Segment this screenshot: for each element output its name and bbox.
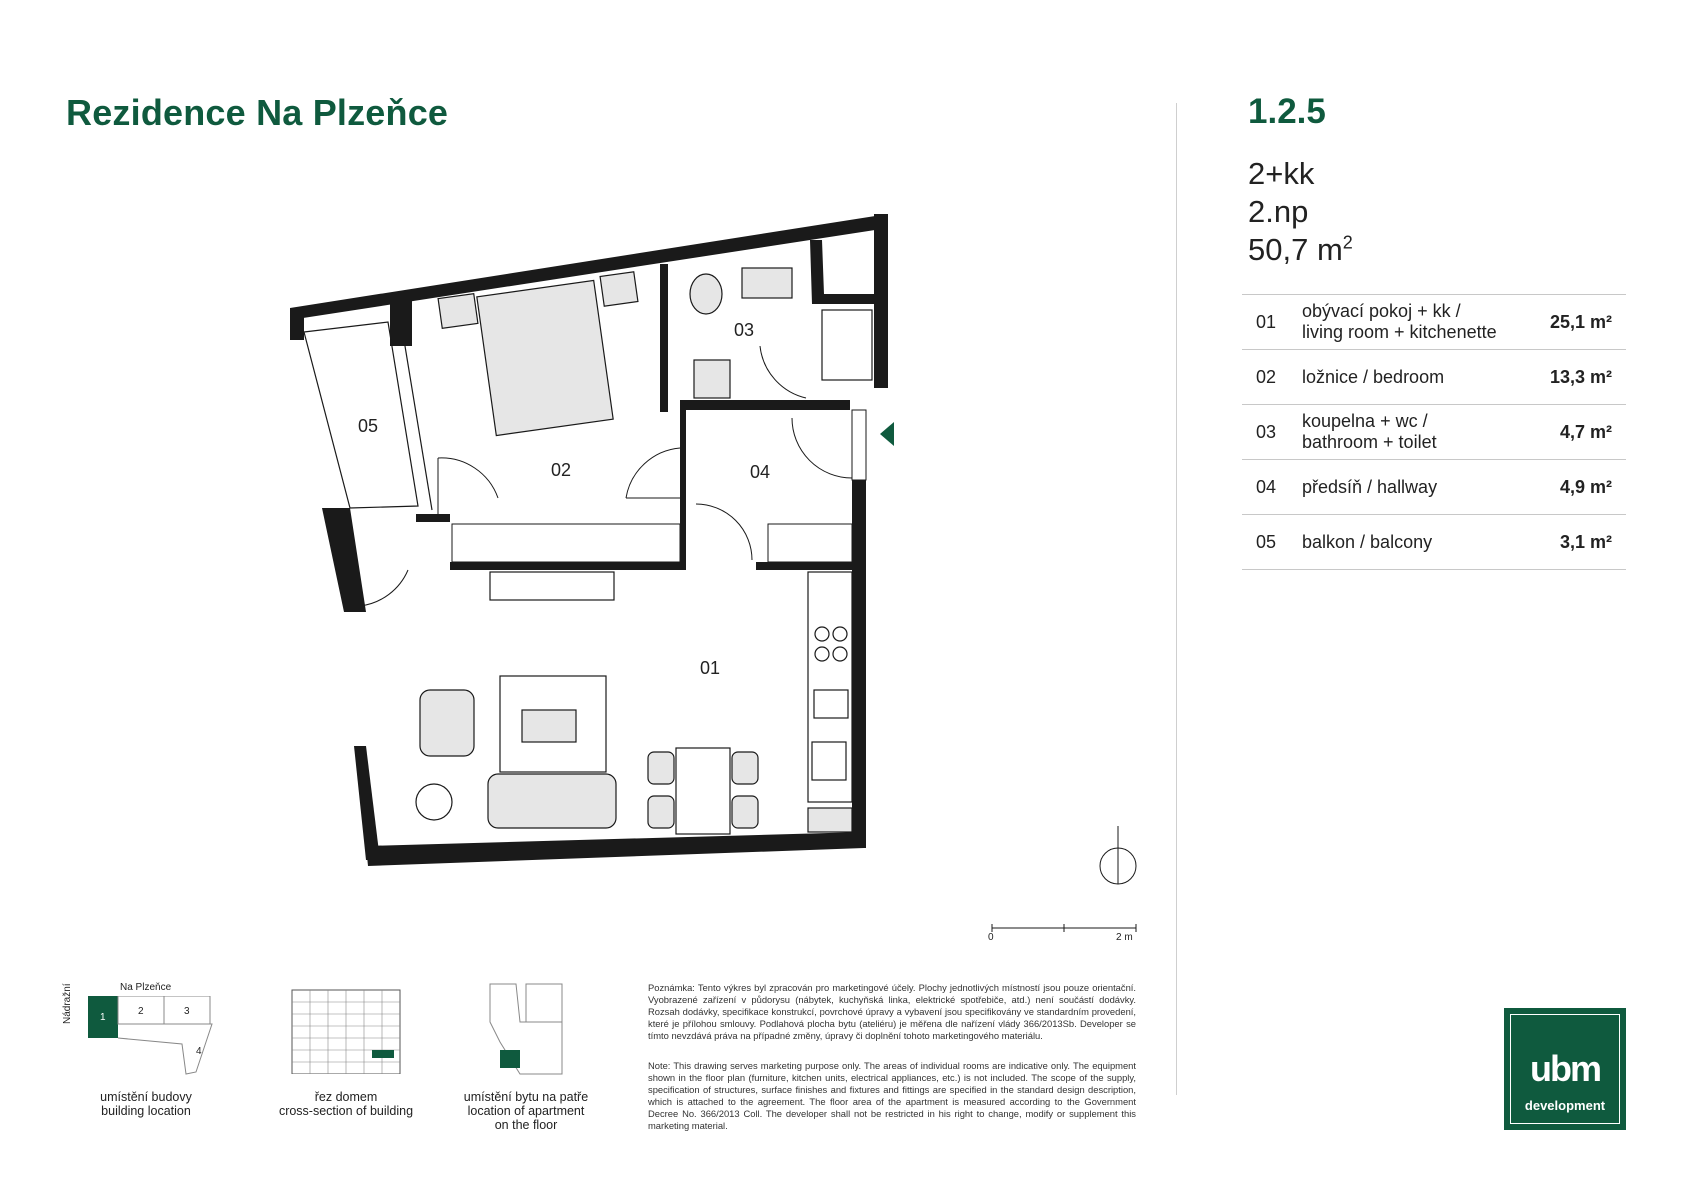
coffee-table: [522, 710, 576, 742]
room-label-04: 04: [749, 462, 771, 482]
room-area: 13,3 m²: [1549, 367, 1612, 387]
door-swing: [760, 346, 806, 398]
site-block-label: 2: [138, 1006, 144, 1017]
unit-area-superscript: 2: [1342, 232, 1353, 253]
dining-table: [676, 748, 730, 834]
wall-bedroom-bottom: [416, 514, 450, 522]
unit-area-value: 50,7 m: [1248, 232, 1343, 267]
entrance-door-frame: [852, 410, 866, 480]
hob-ring: [815, 627, 829, 641]
room-name-line: předsíň / hallway: [1302, 476, 1438, 497]
room-label-03: 03: [733, 320, 755, 340]
caption-line: cross-section of building: [278, 1104, 414, 1118]
apartment-location-map: [486, 982, 566, 1078]
wall-bottom: [366, 832, 864, 866]
dining-chair: [648, 796, 674, 828]
room-area: 4,9 m²: [1559, 477, 1612, 497]
unit-layout: 2+kk: [1248, 156, 1315, 191]
logo-mark: ubm: [1530, 1048, 1600, 1089]
caption-line: location of apartment: [467, 1104, 585, 1118]
living-furniture: [416, 572, 758, 834]
room-label-02: 02: [550, 460, 572, 480]
note-english: Note: This drawing serves marketing purpose only. The areas of individual rooms are indicative only. The equipment shown in the floor plan (furniture, kitchen units, electrical appliances, etc.) is not included. The scope of the supply, specification of structures, surface finishes and fixtures and fittings are specified in the standard design description, which is attached to the agreement. The floor area of the apartment is measured according to the Government Decree No. 366/2013 Coll. The developer shall not be restricted in his right to change, modify or supplement this marketing material.: [648, 1060, 1136, 1131]
project-title: Rezidence Na Plzeňce: [66, 92, 449, 133]
bedroom-furniture: [438, 272, 638, 436]
armchair: [420, 690, 474, 756]
caption-line: řez domem: [314, 1090, 378, 1104]
wall-right-lower: [852, 480, 866, 848]
room-number: 02: [1256, 367, 1277, 387]
scale-end-label: 2 m: [1116, 932, 1133, 943]
hob-ring: [815, 647, 829, 661]
room-number: 03: [1256, 422, 1277, 442]
caption-line: building location: [101, 1104, 191, 1118]
sofa: [488, 774, 616, 828]
dining-chair: [732, 796, 758, 828]
washbasin: [742, 268, 792, 298]
room-area: 3,1 m²: [1559, 532, 1612, 552]
wall-hall-bottom: [756, 562, 864, 570]
room-area: 25,1 m²: [1549, 312, 1612, 332]
note-czech: Poznámka: Tento výkres byl zpracován pro marketingové účely. Plochy jednotlivých místností jsou pouze orientační. Vyobrazené zařízení v půdorysu (nábytek, kuchyňská linka, elektrické spotřebiče, atd.) není součástí dodávky. Rozsah dodávky, specifikace konstrukcí, povrchové úpravy a vybavení jsou specifikovány ve standardním provedení, které je přílohou smlouvy. Podlahová plocha bytu (ateliéru) je měřena dle nařízení vlády 366/2013Sb. Developer se tímto nevzdává práva na případné změny, úpravy či doplnění tohoto marketingového materiálu.: [648, 982, 1136, 1041]
plant: [416, 784, 452, 820]
wall-hall-left: [680, 410, 686, 570]
wall-left-lower: [354, 746, 380, 860]
wall-bathroom-left: [660, 264, 668, 412]
wall-right: [874, 214, 888, 388]
door-swing: [438, 458, 498, 498]
logo-text: development: [1524, 1098, 1606, 1113]
room-name-line: ložnice / bedroom: [1302, 366, 1445, 387]
building-cross-section: [290, 982, 404, 1074]
unit-floor: 2.np: [1248, 194, 1309, 229]
wall-left-mid: [322, 508, 366, 612]
highlighted-floor: [372, 1050, 394, 1058]
caption-building-location: [80, 1090, 212, 1118]
hob-ring: [833, 627, 847, 641]
room-area: 4,7 m²: [1559, 422, 1612, 442]
unit-number: 1.2.5: [1248, 92, 1326, 131]
fridge: [808, 808, 852, 832]
room-label-05: 05: [357, 416, 379, 436]
entrance-arrow-icon: [880, 422, 894, 446]
site-street-top: Na Plzeňce: [120, 982, 172, 993]
balcony-glass: [404, 340, 432, 510]
room-name-line: obývací pokoj + kk /: [1302, 301, 1461, 321]
bed: [477, 280, 613, 435]
highlighted-apartment: [500, 1050, 520, 1068]
sink: [814, 690, 848, 718]
door-swing: [696, 504, 752, 560]
toilet: [690, 274, 722, 314]
washing-machine: [694, 360, 730, 398]
site-block-label: 1: [100, 1012, 106, 1023]
door-swing: [792, 418, 852, 478]
door-swing: [360, 570, 408, 606]
hob-ring: [833, 647, 847, 661]
dining-chair: [648, 752, 674, 784]
wall-storage-bottom: [450, 562, 686, 570]
site-block-label: 4: [196, 1046, 202, 1057]
caption-apartment-location: [446, 1090, 606, 1132]
door-swing: [626, 448, 680, 498]
caption-line: umístění budovy: [100, 1090, 192, 1104]
caption-cross-section: [266, 1090, 426, 1118]
site-street-side: Nádražní: [62, 983, 73, 1024]
bathroom-fixtures: [690, 268, 872, 398]
scale-bar: [992, 924, 1136, 932]
oven: [812, 742, 846, 780]
caption-line: umístění bytu na patře: [463, 1090, 589, 1104]
room-name-line: living room + kitchenette: [1302, 322, 1497, 342]
north-arrow-icon: [1100, 826, 1136, 884]
nightstand: [600, 272, 638, 306]
wall-bathroom-corner: [810, 240, 876, 304]
ubm-logo: [1504, 1008, 1626, 1130]
scale-start-label: 0: [988, 932, 994, 943]
balcony-outline: [304, 322, 418, 508]
site-map: [86, 996, 216, 1076]
bedroom-wardrobe: [452, 524, 680, 562]
room-name-line: koupelna + wc /: [1302, 411, 1428, 431]
nightstand: [438, 294, 478, 329]
room-name-line: balkon / balcony: [1302, 531, 1433, 552]
wall-bathroom-bottom: [680, 400, 850, 410]
room-number: 05: [1256, 532, 1277, 552]
shower: [822, 310, 872, 380]
hall-wardrobe: [768, 524, 852, 562]
wall-bedroom-corner: [390, 300, 412, 346]
dining-chair: [732, 752, 758, 784]
site-block-label: 3: [184, 1006, 190, 1017]
caption-line: on the floor: [494, 1118, 558, 1132]
wall-left-upper: [290, 308, 304, 340]
kitchen: [808, 572, 852, 832]
room-label-01: 01: [699, 658, 721, 678]
room-number: 04: [1256, 477, 1277, 497]
room-name-line: bathroom + toilet: [1302, 432, 1437, 452]
tv-unit: [490, 572, 614, 600]
wardrobes: [452, 524, 852, 562]
room-number: 01: [1256, 312, 1277, 332]
